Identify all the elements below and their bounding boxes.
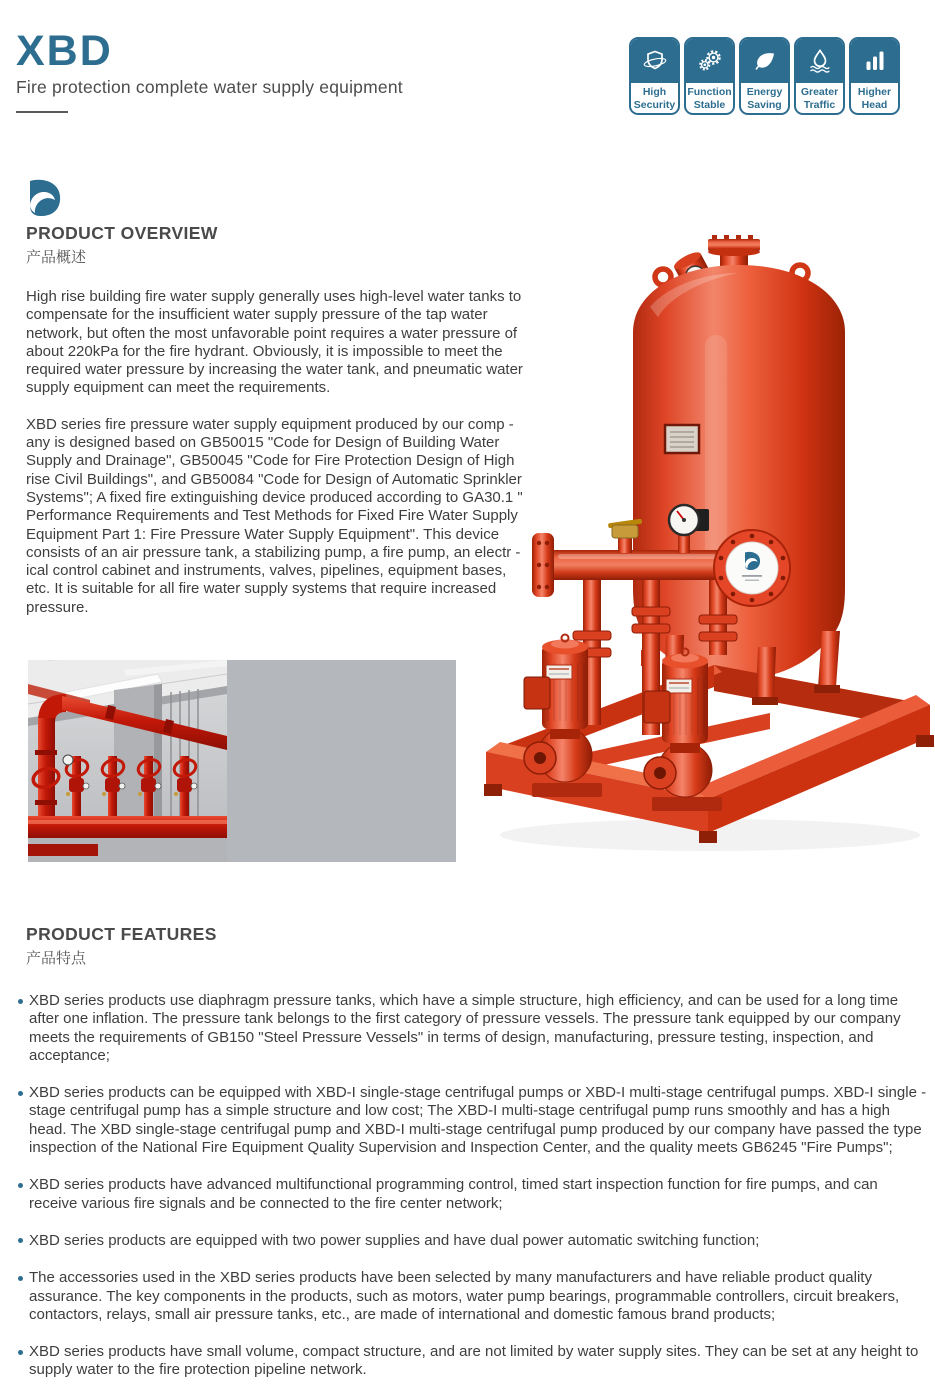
overview-section (26, 178, 526, 617)
shield-icon (631, 39, 678, 83)
feature-text: XBD series products are equipped with two power supplies and have dual power automatic switching function; (29, 1231, 760, 1249)
badge-high-security (629, 37, 680, 115)
feature-item (18, 1084, 930, 1157)
feature-text: XBD series products can be equipped with XBD-I single-stage centrifugal pumps or XBD-I multi-stage centrifugal pumps. XBD-I single -stage centrifugal pump has a simple structure and low cost; The XBD-I multi-stage centrifugal pump runs smoothly and has a high head. The XBD single-stage centrifugal pump and XBD-I multi-stage centrifugal pump produced by our company have passed the type inspection of the National Fire Equipment Quality Supervision and Inspection Center, and the quality meets GB6245 "Fire Pumps"; (29, 1084, 927, 1157)
bullet-dot (18, 1091, 23, 1096)
features-list (18, 992, 930, 1380)
badge-label: Higher Head (857, 86, 892, 111)
bar-chart-icon (851, 39, 898, 83)
features-head (26, 924, 930, 968)
features-title-zh: 产品特点 (26, 950, 87, 967)
badge-label: Greater Traffic (800, 86, 839, 111)
badge-label: Energy Saving (746, 86, 783, 111)
badge-label: Function Stable (687, 86, 732, 111)
overview-paragraph: XBD series fire pressure water supply equipment produced by our comp -any is designed based on GB50015 "Code for Design of Building Water Supply and Drainage", GB50045 "Code for Fire Protection Design of High rise Civil Buildings", and GB50084 "Code for Design of Automatic Sprinkler Systems"; A fixed fire extinguishing device produced according to GA30.1 " Performance Requirements and Test Methods for Fixed Fire Water Supply Equipment Part 1: Fire Pressure Water Supply Equipment". This device consists of an air pressure tank, a stabilizing pump, a fire pump, an electr -ical control cabinet and instruments, valves, pipelines, equipment bases, etc. It is suitable for all fire water supply systems that require increased pressure. (26, 415, 523, 616)
pipes-installation-photo (28, 660, 227, 862)
overview-title: PRODUCT OVERVIEW (26, 223, 218, 243)
equipment-product-image (470, 235, 935, 905)
bullet-dot (18, 1238, 23, 1243)
badge-label: High Security (633, 86, 676, 111)
gray-placeholder (227, 660, 456, 862)
feature-item (18, 1232, 930, 1250)
brand-block (16, 28, 403, 113)
feature-item (18, 1269, 930, 1324)
section-mark-icon (26, 178, 62, 218)
feature-item (18, 992, 930, 1065)
bullet-dot (18, 999, 23, 1004)
gears-icon (686, 39, 733, 83)
feature-item (18, 1343, 930, 1380)
badge-greater-traffic (794, 37, 845, 115)
features-title: PRODUCT FEATURES (26, 924, 217, 944)
feature-badges (629, 37, 900, 115)
overview-paragraph: High rise building fire water supply generally uses high-level water tanks to compensate for the insufficient water supply pressure of the tap water network, but often the most unfavorable point requires a water pressure of about 220kPa for the fire hydrant. Obviously, it is impossible to meet the required water pressure by increasing the water tank, and pneumatic water supply equipment can meet the requirements. (26, 288, 523, 397)
badge-function-stable (684, 37, 735, 115)
bullet-dot (18, 1350, 23, 1355)
badge-energy-saving (739, 37, 790, 115)
feature-text: The accessories used in the XBD series products have been selected by many manufacturers and have reliable product quality assurance. The key components in the products, such as motors, water pump bearings, programmable controllers, circuit breakers, contactors, relays, small air pressure tanks, etc., are made of international and domestic famous brand products; (29, 1269, 900, 1323)
bullet-dot (18, 1183, 23, 1188)
bullet-dot (18, 1276, 23, 1281)
feature-text: XBD series products use diaphragm pressure tanks, which have a simple structure, high efficiency, and can be used for a long time after one inflation. The pressure tank belongs to the first category of pressure vessels. The pressure tank equipped by our company meets the requirements of GB150 "Steel Pressure Vessels" in terms of design, manufacturing, pressure testing, inspection, and acceptance; (29, 992, 901, 1064)
feature-text: XBD series products have advanced multifunctional programming control, timed start inspection function for fire pumps, and can receive various fire signals and be connected to the fire center network; (29, 1176, 878, 1212)
feature-item (18, 1176, 930, 1213)
page-title: Fire protection complete water supply equipment (16, 77, 403, 98)
logo-text: XBD (16, 27, 113, 75)
feature-text: XBD series products have small volume, compact structure, and are not limited by water supply sites. They can be set at any height to supply water to the fire protection pipeline network. (29, 1343, 919, 1379)
features-section (18, 919, 930, 1399)
water-drop-icon (796, 39, 843, 83)
badge-higher-head (849, 37, 900, 115)
leaf-icon (741, 39, 788, 83)
title-underline (16, 111, 68, 113)
overview-title-zh: 产品概述 (26, 249, 87, 266)
